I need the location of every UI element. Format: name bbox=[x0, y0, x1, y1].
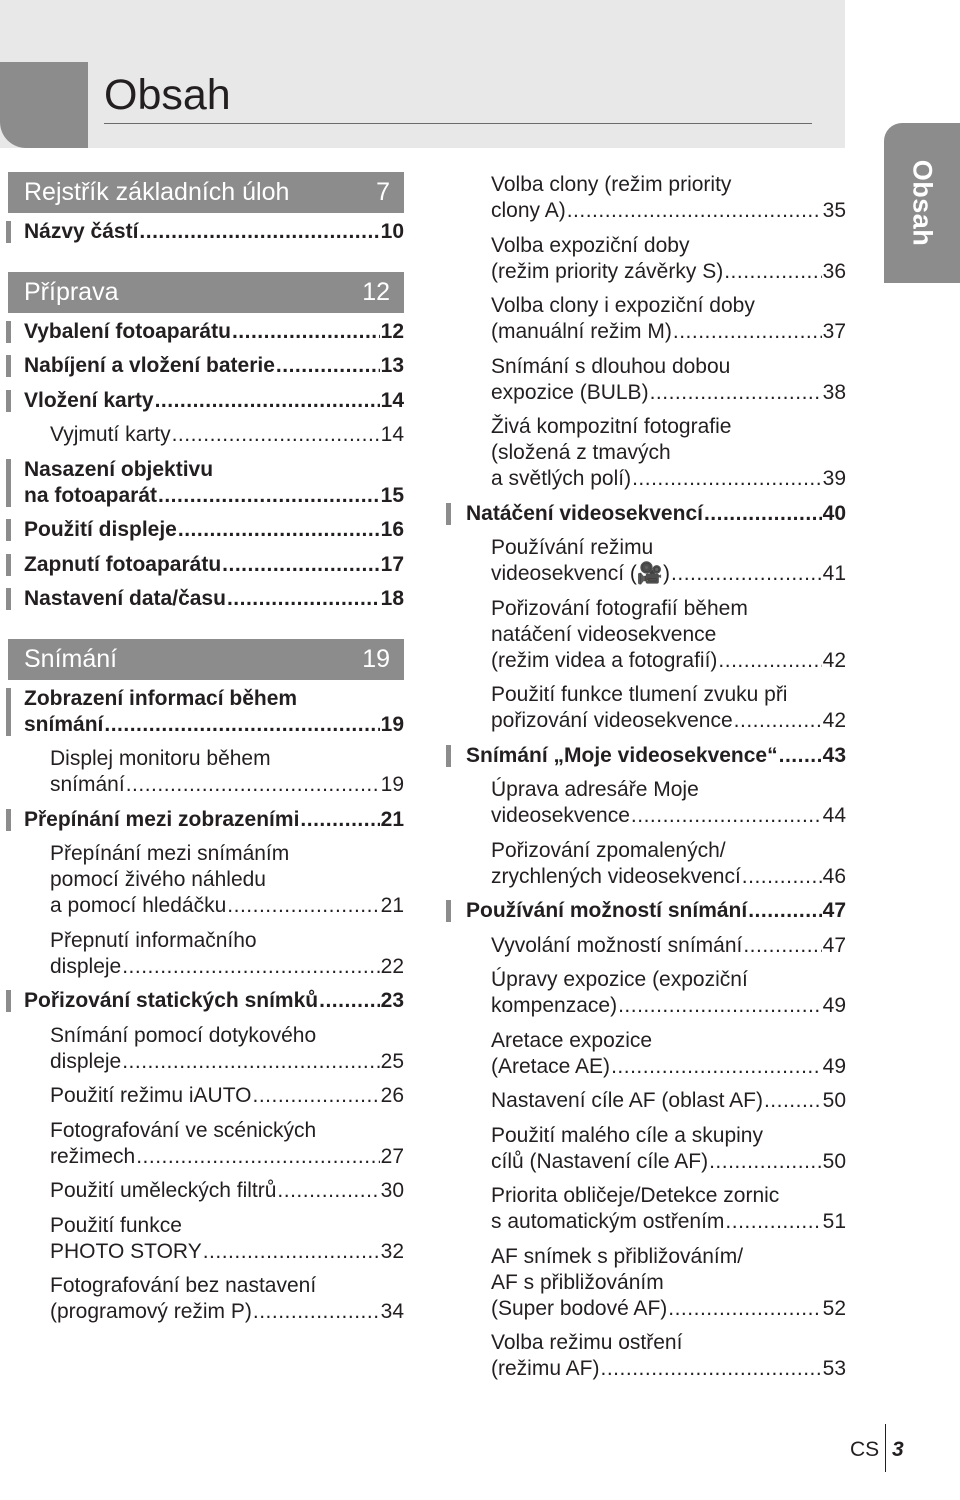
entry-page: 35 bbox=[822, 199, 846, 222]
entry-text-line: AF snímek s přibližováním/ bbox=[491, 1244, 744, 1268]
entry-page: 50 bbox=[822, 1149, 846, 1173]
entry-text-line: Priorita obličeje/Detekce zornic bbox=[491, 1184, 780, 1207]
toc-subentry[interactable] bbox=[0, 1118, 404, 1170]
entry-text-line: režimech bbox=[50, 1144, 136, 1168]
entry-text-line: Úpravy expozice (expoziční bbox=[491, 968, 748, 991]
toc-subentry[interactable] bbox=[441, 596, 846, 674]
toc-subentry[interactable] bbox=[441, 1088, 846, 1114]
footer-divider bbox=[885, 1424, 886, 1472]
entry-last-line bbox=[466, 743, 846, 769]
entry-text-line: Vyjmutí karty bbox=[50, 423, 171, 446]
entry-page: 23 bbox=[380, 989, 404, 1012]
entry-last-line bbox=[24, 319, 404, 345]
entry-text-line: Přepnutí informačního bbox=[50, 928, 257, 952]
entry-text-line: a pomocí hledáčku bbox=[50, 894, 227, 917]
entry-text-line: Použití displeje bbox=[24, 518, 177, 541]
entry-last-line bbox=[491, 1356, 846, 1382]
entry-text-line: clony A) bbox=[491, 199, 566, 222]
entry-text-line: videosekvence bbox=[491, 804, 630, 827]
entry-page: 18 bbox=[380, 587, 404, 610]
entry-text-line: Volba clony i expoziční doby bbox=[491, 294, 755, 317]
entry-last-line bbox=[24, 586, 404, 612]
dot-leader bbox=[704, 501, 822, 527]
dot-leader bbox=[122, 1049, 379, 1075]
entry-page: 13 bbox=[380, 354, 404, 377]
dot-leader bbox=[650, 380, 822, 406]
entry-page: 27 bbox=[380, 1144, 404, 1168]
toc-subentry[interactable] bbox=[441, 535, 846, 587]
dot-leader bbox=[178, 517, 380, 543]
entry-text-line: Nabíjení a vložení baterie bbox=[24, 354, 275, 377]
dot-leader bbox=[253, 1299, 380, 1325]
entry-page: 14 bbox=[380, 388, 404, 412]
dot-leader bbox=[764, 1088, 822, 1114]
toc-entry[interactable] bbox=[441, 501, 846, 527]
entry-page: 36 bbox=[822, 259, 846, 283]
toc-spacer bbox=[0, 621, 404, 639]
entry-last-line bbox=[24, 988, 404, 1014]
entry-page: 47 bbox=[822, 933, 846, 957]
entry-last-line bbox=[24, 483, 404, 509]
entry-text-line: (Super bodové AF) bbox=[491, 1296, 668, 1320]
entry-text-line: Snímání s dlouhou dobou bbox=[491, 354, 731, 378]
entry-text-line: videosekvencí (🎥) bbox=[491, 562, 671, 585]
toc-subentry[interactable] bbox=[441, 354, 846, 406]
toc-spacer bbox=[0, 254, 404, 272]
section-title: Příprava bbox=[24, 277, 119, 306]
dot-leader bbox=[277, 1178, 379, 1204]
entry-text-line: Natáčení videosekvencí bbox=[466, 501, 703, 525]
dot-leader bbox=[734, 708, 822, 734]
entry-text-line: pořizování videosekvence bbox=[491, 709, 733, 732]
entry-text-line: Volba clony (režim priority bbox=[491, 173, 732, 196]
toc-subentry[interactable] bbox=[0, 746, 404, 798]
entry-text-line: Aretace expozice bbox=[491, 1028, 653, 1052]
entry-page: 32 bbox=[380, 1239, 404, 1263]
dot-leader bbox=[172, 422, 380, 448]
entry-last-line bbox=[491, 1209, 846, 1235]
dot-leader bbox=[227, 586, 380, 612]
dot-leader bbox=[632, 466, 822, 492]
entry-last-line bbox=[491, 380, 846, 406]
entry-text-line: (režim videa a fotografií) bbox=[491, 648, 718, 672]
toc-entry[interactable] bbox=[0, 353, 404, 379]
entry-page: 50 bbox=[822, 1089, 846, 1112]
entry-text-line: Zobrazení informací během bbox=[24, 686, 298, 710]
header-rule bbox=[104, 123, 812, 124]
entry-last-line bbox=[24, 219, 404, 245]
toc-entry[interactable] bbox=[0, 552, 404, 578]
entry-text-line: (režimu AF) bbox=[491, 1357, 600, 1380]
dot-leader bbox=[203, 1239, 380, 1265]
entry-text-line: Vyvolání možností snímání bbox=[491, 933, 743, 957]
toc-subentry[interactable] bbox=[441, 233, 846, 285]
entry-text-line: natáčení videosekvence bbox=[491, 622, 717, 646]
toc-subentry[interactable] bbox=[441, 1183, 846, 1235]
entry-text-line: (složená z tmavých bbox=[491, 441, 671, 464]
entry-page: 26 bbox=[380, 1084, 404, 1107]
entry-text-line: Použití funkce tlumení zvuku při bbox=[491, 683, 788, 706]
entry-page: 40 bbox=[822, 501, 846, 525]
toc-subentry[interactable] bbox=[0, 841, 404, 919]
entry-text-line: Pořizování statických snímků bbox=[24, 989, 319, 1012]
entry-page: 41 bbox=[822, 562, 846, 585]
entry-page: 19 bbox=[380, 712, 404, 736]
section-title: Snímání bbox=[24, 644, 118, 673]
entry-text-line: na fotoaparát bbox=[24, 483, 158, 507]
entry-text-line: Používání režimu bbox=[491, 536, 654, 559]
toc-subentry[interactable] bbox=[441, 682, 846, 734]
dot-leader bbox=[779, 743, 822, 769]
entry-text-line: Pořizování zpomalených/ bbox=[491, 838, 726, 862]
side-tab-label: Obsah bbox=[907, 159, 938, 247]
dot-leader bbox=[276, 353, 380, 379]
toc-subentry[interactable] bbox=[0, 422, 404, 448]
entry-last-line bbox=[491, 993, 846, 1019]
entry-last-line bbox=[24, 353, 404, 379]
entry-page: 17 bbox=[380, 552, 404, 576]
entry-text-line: PHOTO STORY bbox=[50, 1239, 202, 1263]
dot-leader bbox=[668, 1296, 821, 1322]
entry-last-line bbox=[50, 1083, 404, 1109]
dot-leader bbox=[618, 993, 822, 1019]
entry-last-line bbox=[491, 198, 846, 224]
toc-subentry[interactable] bbox=[0, 1273, 404, 1325]
entry-page: 49 bbox=[822, 994, 846, 1017]
entry-text-line: Použití uměleckých filtrů bbox=[50, 1179, 277, 1202]
toc-subentry[interactable] bbox=[441, 1028, 846, 1080]
toc-entry[interactable] bbox=[441, 898, 846, 924]
entry-text-line: Snímání pomocí dotykového bbox=[50, 1023, 317, 1047]
entry-text-line: cílů (Nastavení cíle AF) bbox=[491, 1149, 709, 1173]
dot-leader bbox=[222, 552, 379, 578]
footer-language: CS bbox=[850, 1438, 880, 1461]
toc-entry[interactable] bbox=[0, 517, 404, 543]
entry-text-line: Snímání „Moje videosekvence“ bbox=[466, 743, 778, 767]
entry-page: 46 bbox=[822, 864, 846, 888]
header-tab-decoration bbox=[0, 62, 88, 148]
entry-page: 38 bbox=[822, 380, 846, 404]
entry-text-line: s automatickým ostřením bbox=[491, 1210, 725, 1233]
entry-text-line: pomocí živého náhledu bbox=[50, 868, 266, 891]
entry-text-line: a světlých polí) bbox=[491, 467, 632, 490]
toc-subentry[interactable] bbox=[441, 414, 846, 492]
toc-entry[interactable] bbox=[0, 319, 404, 345]
entry-text-line: Používání možností snímání bbox=[466, 899, 748, 922]
entry-page: 42 bbox=[822, 709, 846, 732]
side-tab[interactable] bbox=[884, 123, 960, 283]
toc-section-header[interactable] bbox=[8, 272, 404, 313]
entry-page: 19 bbox=[380, 773, 404, 796]
entry-last-line bbox=[491, 864, 846, 890]
entry-last-line bbox=[491, 466, 846, 492]
entry-text-line: Fotografování bez nastavení bbox=[50, 1274, 317, 1297]
entry-page: 34 bbox=[380, 1300, 404, 1323]
toc-subentry[interactable] bbox=[441, 777, 846, 829]
entry-text-line: zrychlených videosekvencí bbox=[491, 864, 741, 888]
toc-subentry[interactable] bbox=[0, 1083, 404, 1109]
entry-last-line bbox=[491, 1088, 846, 1114]
entry-page: 39 bbox=[822, 467, 846, 490]
entry-page: 30 bbox=[380, 1179, 404, 1202]
entry-page: 21 bbox=[380, 807, 404, 831]
entry-last-line bbox=[50, 954, 404, 980]
entry-last-line bbox=[491, 319, 846, 345]
entry-text-line: Nastavení cíle AF (oblast AF) bbox=[491, 1089, 763, 1112]
entry-last-line bbox=[491, 933, 846, 959]
toc-subentry[interactable] bbox=[441, 1123, 846, 1175]
dot-leader bbox=[601, 1356, 822, 1382]
dot-leader bbox=[748, 898, 821, 924]
entry-text-line: kompenzace) bbox=[491, 994, 618, 1017]
entry-text-line: Použití malého cíle a skupiny bbox=[491, 1123, 763, 1147]
toc-entry[interactable] bbox=[0, 686, 404, 738]
dot-leader bbox=[718, 648, 821, 674]
entry-page: 43 bbox=[822, 743, 846, 767]
dot-leader bbox=[724, 259, 821, 285]
entry-last-line bbox=[50, 1299, 404, 1325]
entry-text-line: Volba expoziční doby bbox=[491, 233, 690, 257]
entry-text-line: snímání bbox=[50, 773, 125, 796]
toc-subentry[interactable] bbox=[0, 1023, 404, 1075]
dot-leader bbox=[742, 864, 822, 890]
dot-leader bbox=[743, 933, 821, 959]
dot-leader bbox=[232, 319, 380, 345]
entry-text-line: expozice (BULB) bbox=[491, 380, 649, 404]
entry-last-line bbox=[24, 712, 404, 738]
entry-page: 47 bbox=[822, 899, 846, 922]
entry-last-line bbox=[491, 1296, 846, 1322]
section-page: 12 bbox=[362, 277, 390, 306]
entry-last-line bbox=[491, 708, 846, 734]
dot-leader bbox=[158, 483, 380, 509]
dot-leader bbox=[725, 1209, 821, 1235]
dot-leader bbox=[136, 1144, 379, 1170]
dot-leader bbox=[319, 988, 380, 1014]
dot-leader bbox=[139, 219, 379, 245]
toc-subentry[interactable] bbox=[0, 1213, 404, 1265]
entry-page: 22 bbox=[380, 954, 404, 978]
entry-text-line: Úprava adresáře Moje bbox=[491, 778, 699, 801]
entry-page: 51 bbox=[822, 1210, 846, 1233]
entry-last-line bbox=[50, 1239, 404, 1265]
entry-text-line: Nasazení objektivu bbox=[24, 457, 214, 481]
dot-leader bbox=[122, 954, 379, 980]
entry-page: 53 bbox=[822, 1357, 846, 1380]
entry-text-line: Displej monitoru během bbox=[50, 747, 271, 770]
entry-text-line: Použití režimu iAUTO bbox=[50, 1084, 252, 1107]
entry-text-line: Pořizování fotografií během bbox=[491, 596, 748, 620]
toc-entry[interactable] bbox=[0, 807, 404, 833]
page-number: 3 bbox=[892, 1438, 904, 1461]
toc-subentry[interactable] bbox=[441, 933, 846, 959]
toc-subentry[interactable] bbox=[441, 1244, 846, 1322]
dot-leader bbox=[104, 712, 379, 738]
entry-last-line bbox=[466, 501, 846, 527]
entry-text-line: snímání bbox=[24, 712, 104, 736]
entry-text-line: (programový režim P) bbox=[50, 1300, 252, 1323]
entry-last-line bbox=[50, 772, 404, 798]
entry-last-line bbox=[466, 898, 846, 924]
entry-text-line: (režim priority závěrky S) bbox=[491, 259, 724, 283]
toc-subentry[interactable] bbox=[0, 1178, 404, 1204]
entry-page: 12 bbox=[380, 319, 404, 343]
toc-entry[interactable] bbox=[0, 388, 404, 414]
entry-last-line bbox=[50, 1144, 404, 1170]
toc-entry[interactable] bbox=[0, 457, 404, 509]
dot-leader bbox=[673, 319, 822, 345]
entry-text-line: Použití funkce bbox=[50, 1213, 182, 1237]
entry-text-line: Volba režimu ostření bbox=[491, 1331, 683, 1354]
toc-subentry[interactable] bbox=[441, 838, 846, 890]
dot-leader bbox=[300, 807, 379, 833]
entry-page: 25 bbox=[380, 1049, 404, 1073]
entry-text-line: displeje bbox=[50, 954, 122, 978]
entry-last-line bbox=[50, 422, 404, 448]
entry-text-line: Nastavení data/času bbox=[24, 587, 226, 610]
entry-last-line bbox=[491, 259, 846, 285]
entry-page: 10 bbox=[380, 220, 404, 243]
entry-text-line: AF s přibližováním bbox=[491, 1270, 664, 1294]
entry-page: 42 bbox=[822, 648, 846, 672]
toc-entry[interactable] bbox=[0, 219, 404, 245]
toc-entry[interactable] bbox=[0, 988, 404, 1014]
toc-subentry[interactable] bbox=[441, 967, 846, 1019]
entry-last-line bbox=[50, 1178, 404, 1204]
entry-text-line: displeje bbox=[50, 1049, 122, 1073]
entry-page: 49 bbox=[822, 1054, 846, 1078]
toc-subentry[interactable] bbox=[0, 928, 404, 980]
entry-page: 14 bbox=[380, 423, 404, 446]
section-page: 7 bbox=[376, 178, 390, 206]
page-title: Obsah bbox=[104, 71, 231, 119]
toc-entry[interactable] bbox=[441, 743, 846, 769]
toc-subentry[interactable] bbox=[441, 1330, 846, 1382]
entry-text-line: (Aretace AE) bbox=[491, 1054, 611, 1078]
entry-last-line bbox=[50, 1049, 404, 1075]
entry-last-line bbox=[24, 388, 404, 414]
entry-last-line bbox=[491, 803, 846, 829]
toc-section-header[interactable] bbox=[8, 172, 404, 213]
entry-text-line: Přepínání mezi zobrazeními bbox=[24, 807, 300, 831]
entry-text-line: Živá kompozitní fotografie bbox=[491, 415, 732, 438]
toc-entry[interactable] bbox=[0, 586, 404, 612]
section-title: Rejstřík základních úloh bbox=[24, 178, 290, 206]
dot-leader bbox=[155, 388, 380, 414]
entry-last-line bbox=[491, 561, 846, 587]
entry-page: 52 bbox=[822, 1296, 846, 1320]
entry-last-line bbox=[24, 807, 404, 833]
entry-text-line: Názvy částí bbox=[24, 220, 139, 243]
entry-last-line bbox=[491, 1054, 846, 1080]
dot-leader bbox=[611, 1054, 822, 1080]
entry-text-line: (manuální režim M) bbox=[491, 320, 672, 343]
entry-last-line bbox=[24, 552, 404, 578]
entry-page: 44 bbox=[822, 804, 846, 827]
toc-column-right bbox=[441, 172, 846, 1391]
entry-page: 37 bbox=[822, 320, 846, 343]
toc-column-left bbox=[0, 172, 404, 1334]
dot-leader bbox=[227, 893, 379, 919]
entry-last-line bbox=[50, 893, 404, 919]
entry-text-line: Fotografování ve scénických bbox=[50, 1118, 317, 1142]
dot-leader bbox=[631, 803, 822, 829]
entry-page: 15 bbox=[380, 483, 404, 507]
toc-subentry[interactable] bbox=[441, 172, 846, 224]
entry-text-line: Vložení karty bbox=[24, 388, 154, 412]
dot-leader bbox=[567, 198, 822, 224]
entry-page: 21 bbox=[380, 894, 404, 917]
dot-leader bbox=[671, 561, 822, 587]
toc-subentry[interactable] bbox=[441, 293, 846, 345]
entry-page: 16 bbox=[380, 518, 404, 541]
section-page: 19 bbox=[362, 644, 390, 673]
entry-text-line: Vybalení fotoaparátu bbox=[24, 319, 231, 343]
entry-text-line: Zapnutí fotoaparátu bbox=[24, 552, 222, 576]
entry-text-line: Přepínání mezi snímáním bbox=[50, 842, 290, 865]
dot-leader bbox=[126, 772, 380, 798]
entry-last-line bbox=[491, 1149, 846, 1175]
entry-last-line bbox=[491, 648, 846, 674]
dot-leader bbox=[253, 1083, 380, 1109]
toc-section-header[interactable] bbox=[8, 639, 404, 680]
dot-leader bbox=[709, 1149, 822, 1175]
entry-last-line bbox=[24, 517, 404, 543]
